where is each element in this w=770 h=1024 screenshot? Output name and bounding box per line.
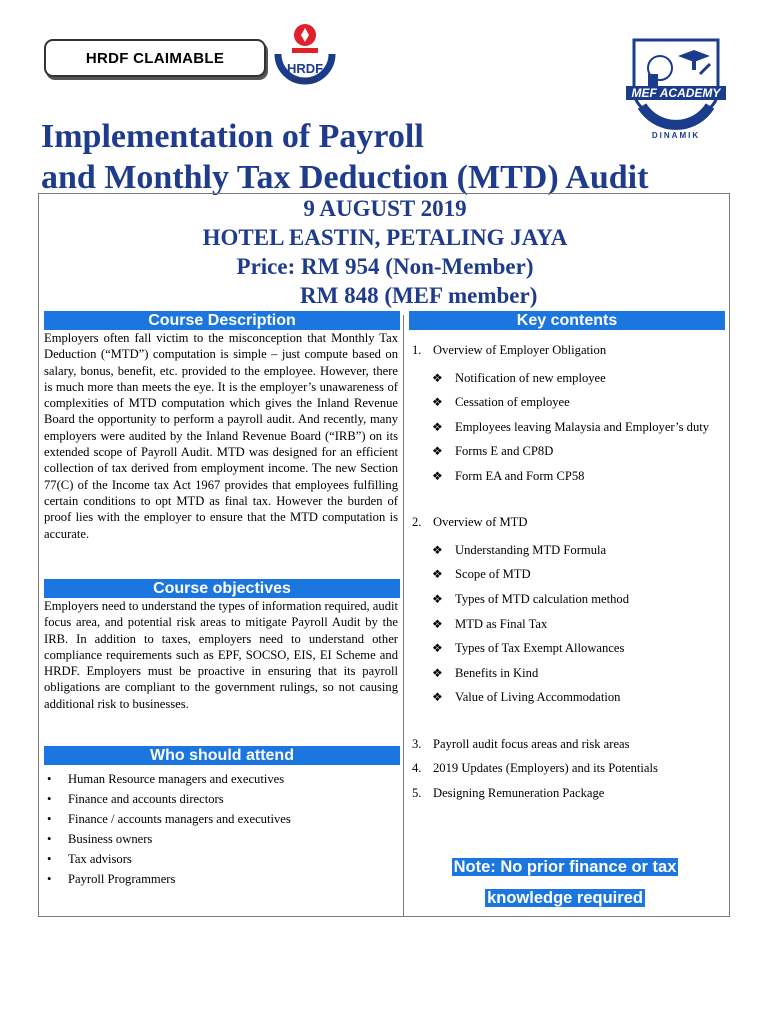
diamond-bullet-icon: ❖ [432, 542, 443, 557]
title-line-2: and Monthly Tax Deduction (MTD) Audit [41, 159, 649, 196]
event-date: 9 AUGUST 2019 [303, 196, 467, 221]
diamond-bullet-icon: ❖ [432, 468, 443, 483]
section-title: Overview of Employer Obligation [433, 343, 607, 357]
diamond-bullet-icon: ❖ [432, 690, 443, 705]
event-price-member: RM 848 (MEF member) [300, 283, 538, 308]
event-venue: HOTEL EASTIN, PETALING JAYA [202, 225, 568, 250]
section-number: 3. [412, 736, 422, 751]
note-line-1: Note: No prior finance or tax [453, 858, 677, 876]
hrdf-logo-text: HRDF [286, 61, 324, 76]
key-content-section [412, 784, 722, 809]
mef-logo-ring-text: DINAMIK [651, 131, 701, 140]
key-content-subitem: ❖ Forms E and CP8D [412, 439, 722, 464]
key-content-subitem: ❖ Value of Living Accommodation [412, 685, 722, 710]
event-price-nonmember: Price: RM 954 (Non-Member) [236, 254, 534, 279]
diamond-bullet-icon: ❖ [432, 419, 443, 434]
key-content-subitem: ❖ MTD as Final Tax [412, 612, 722, 637]
key-content-subitem: ❖ Benefits in Kind [412, 661, 722, 686]
section-title: 2019 Updates (Employers) and its Potentials [433, 761, 658, 776]
title-line-1: Implementation of Payroll [41, 118, 424, 155]
attendee-list [46, 771, 291, 891]
list-item: • Finance / accounts managers and executives [46, 811, 291, 831]
key-content-section [412, 759, 722, 784]
mef-logo-text: MEF ACADEMY [631, 86, 721, 100]
key-content-subitem: ❖ Notification of new employee [412, 366, 722, 391]
diamond-bullet-icon: ❖ [432, 395, 443, 410]
key-contents-list [412, 341, 722, 808]
key-content-subitem: ❖ Form EA and Form CP58 [412, 464, 722, 489]
key-content-subitem: ❖ Scope of MTD [412, 562, 722, 587]
course-objectives-heading: Course objectives [44, 579, 400, 598]
page-title [41, 116, 648, 198]
list-item: • Payroll Programmers [46, 871, 291, 891]
list-item: • Tax advisors [46, 851, 291, 871]
key-content-section [412, 513, 722, 538]
diamond-bullet-icon: ❖ [432, 370, 443, 385]
section-title: Payroll audit focus areas and risk areas [433, 736, 630, 751]
who-should-attend-heading: Who should attend [44, 746, 400, 765]
course-objectives-text: Employers need to understand the types of information required, audit focus area, and potential risk areas to mitigate Payroll Audit by the IRB. In addition to taxes, employers need to understand other compliance requirements such as EPF, SOCSO, EIS, EI Scheme and HRDF. Employers must be proactive in ensuring that its payroll obligations are compliant to the government rulings, so not causing additional risk to businesses. [44, 599, 398, 711]
hrdf-logo-icon [270, 18, 340, 88]
column-divider [403, 315, 404, 917]
key-contents-heading: Key contents [409, 311, 725, 330]
section-number: 4. [412, 761, 422, 776]
course-description-text: Employers often fall victim to the misconception that Monthly Tax Deduction (“MTD”) computation is simple – just compute based on salary, bonus, benefit, etc. provided to the employee. However, there is much more than meets the eye. It is the employer’s unawareness of complexities of MTD computation which gives the Inland Revenue Board the opportunity to perform a payroll audit. And recently, many employers were audited by the Inland Revenue Board (“IRB”) on its extended scope of Payroll Audit. MTD was designed for an efficient collection of tax derived from employment income. The new Section 77(C) of the Income tax Act 1967 provides that employees fulfilling certain conditions to opt MTD as final tax. However the burden of proof lies with the employer to ensure that the MTD computation is accurate. [44, 331, 398, 541]
hrdf-logo-country: MALAYSIA [292, 78, 318, 84]
list-item: • Finance and accounts directors [46, 791, 291, 811]
diamond-bullet-icon: ❖ [432, 567, 443, 582]
note-line-2: knowledge required [487, 889, 643, 907]
key-content-section [412, 341, 722, 366]
diamond-bullet-icon: ❖ [432, 665, 443, 680]
diamond-bullet-icon: ❖ [432, 641, 443, 656]
diamond-bullet-icon: ❖ [432, 616, 443, 631]
key-content-subitem: ❖ Types of MTD calculation method [412, 587, 722, 612]
diamond-bullet-icon: ❖ [432, 444, 443, 459]
key-content-subitem: ❖ Understanding MTD Formula [412, 538, 722, 563]
section-number: 2. [412, 515, 422, 530]
course-description-heading: Course Description [44, 311, 400, 330]
section-number: 5. [412, 785, 422, 800]
section-title: Overview of MTD [433, 515, 528, 530]
section-title: Designing Remuneration Package [433, 785, 605, 800]
key-content-subitem: ❖ Cessation of employee [412, 390, 722, 415]
list-item: • Business owners [46, 831, 291, 851]
diamond-bullet-icon: ❖ [432, 591, 443, 606]
key-content-subitem: ❖ Types of Tax Exempt Allowances [412, 636, 722, 661]
section-number: 1. [412, 343, 422, 357]
list-item: • Human Resource managers and executives [46, 771, 291, 791]
key-content-section [412, 735, 722, 760]
key-content-subitem: ❖ Employees leaving Malaysia and Employer’s duty [412, 415, 722, 440]
hrdf-claimable-badge: HRDF CLAIMABLE [44, 39, 266, 77]
